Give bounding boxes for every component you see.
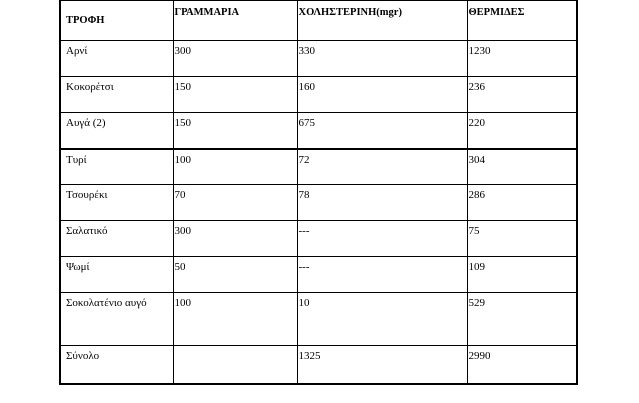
- table-row: [60, 113, 577, 149]
- total-label-cell: Σύνολο: [60, 346, 173, 384]
- food-cell: Σαλατικό: [60, 221, 173, 257]
- cholesterol-cell: 160: [297, 77, 467, 113]
- calories-cell: 220: [467, 113, 577, 149]
- food-cell: Αυγά (2): [60, 113, 173, 149]
- table-row: [60, 257, 577, 293]
- cholesterol-cell: 78: [297, 185, 467, 221]
- grams-cell: 300: [173, 221, 297, 257]
- calories-cell: 1230: [467, 41, 577, 77]
- grams-cell: 100: [173, 149, 297, 185]
- cholesterol-cell: 72: [297, 149, 467, 185]
- food-cell: Ψωμί: [60, 257, 173, 293]
- grams-cell: 100: [173, 293, 297, 346]
- table-row: [60, 77, 577, 113]
- total-grams-cell: [173, 346, 297, 384]
- food-cell: Σοκολατένιο αυγό: [60, 293, 173, 346]
- header-food: ΤΡΟΦΗ: [60, 1, 173, 41]
- calories-cell: 529: [467, 293, 577, 346]
- food-cell: Τσουρέκι: [60, 185, 173, 221]
- calories-cell: 286: [467, 185, 577, 221]
- table-row: [60, 185, 577, 221]
- food-cell: Κοκορέτσι: [60, 77, 173, 113]
- cholesterol-cell: ---: [297, 257, 467, 293]
- grams-cell: 70: [173, 185, 297, 221]
- calories-cell: 75: [467, 221, 577, 257]
- cholesterol-cell: 675: [297, 113, 467, 149]
- table-row-total: [60, 346, 577, 384]
- calories-cell: 109: [467, 257, 577, 293]
- table-row: [60, 41, 577, 77]
- grams-cell: 150: [173, 113, 297, 149]
- cholesterol-cell: 10: [297, 293, 467, 346]
- calories-cell: 304: [467, 149, 577, 185]
- header-cholesterol: ΧΟΛΗΣΤΕΡΙΝΗ(mgr): [297, 1, 467, 41]
- food-cell: Τυρί: [60, 149, 173, 185]
- cholesterol-cell: ---: [297, 221, 467, 257]
- total-calories-cell: 2990: [467, 346, 577, 384]
- header-grams: ΓΡΑΜΜΑΡΙΑ: [173, 1, 297, 41]
- table-row: [60, 221, 577, 257]
- table-header-row: [60, 1, 577, 41]
- header-calories: ΘΕΡΜΙΔΕΣ: [467, 1, 577, 41]
- cholesterol-cell: 330: [297, 41, 467, 77]
- nutrition-table: [59, 0, 578, 385]
- grams-cell: 300: [173, 41, 297, 77]
- calories-cell: 236: [467, 77, 577, 113]
- grams-cell: 150: [173, 77, 297, 113]
- grams-cell: 50: [173, 257, 297, 293]
- table-row: [60, 149, 577, 185]
- food-cell: Αρνί: [60, 41, 173, 77]
- total-cholesterol-cell: 1325: [297, 346, 467, 384]
- table-row: [60, 293, 577, 346]
